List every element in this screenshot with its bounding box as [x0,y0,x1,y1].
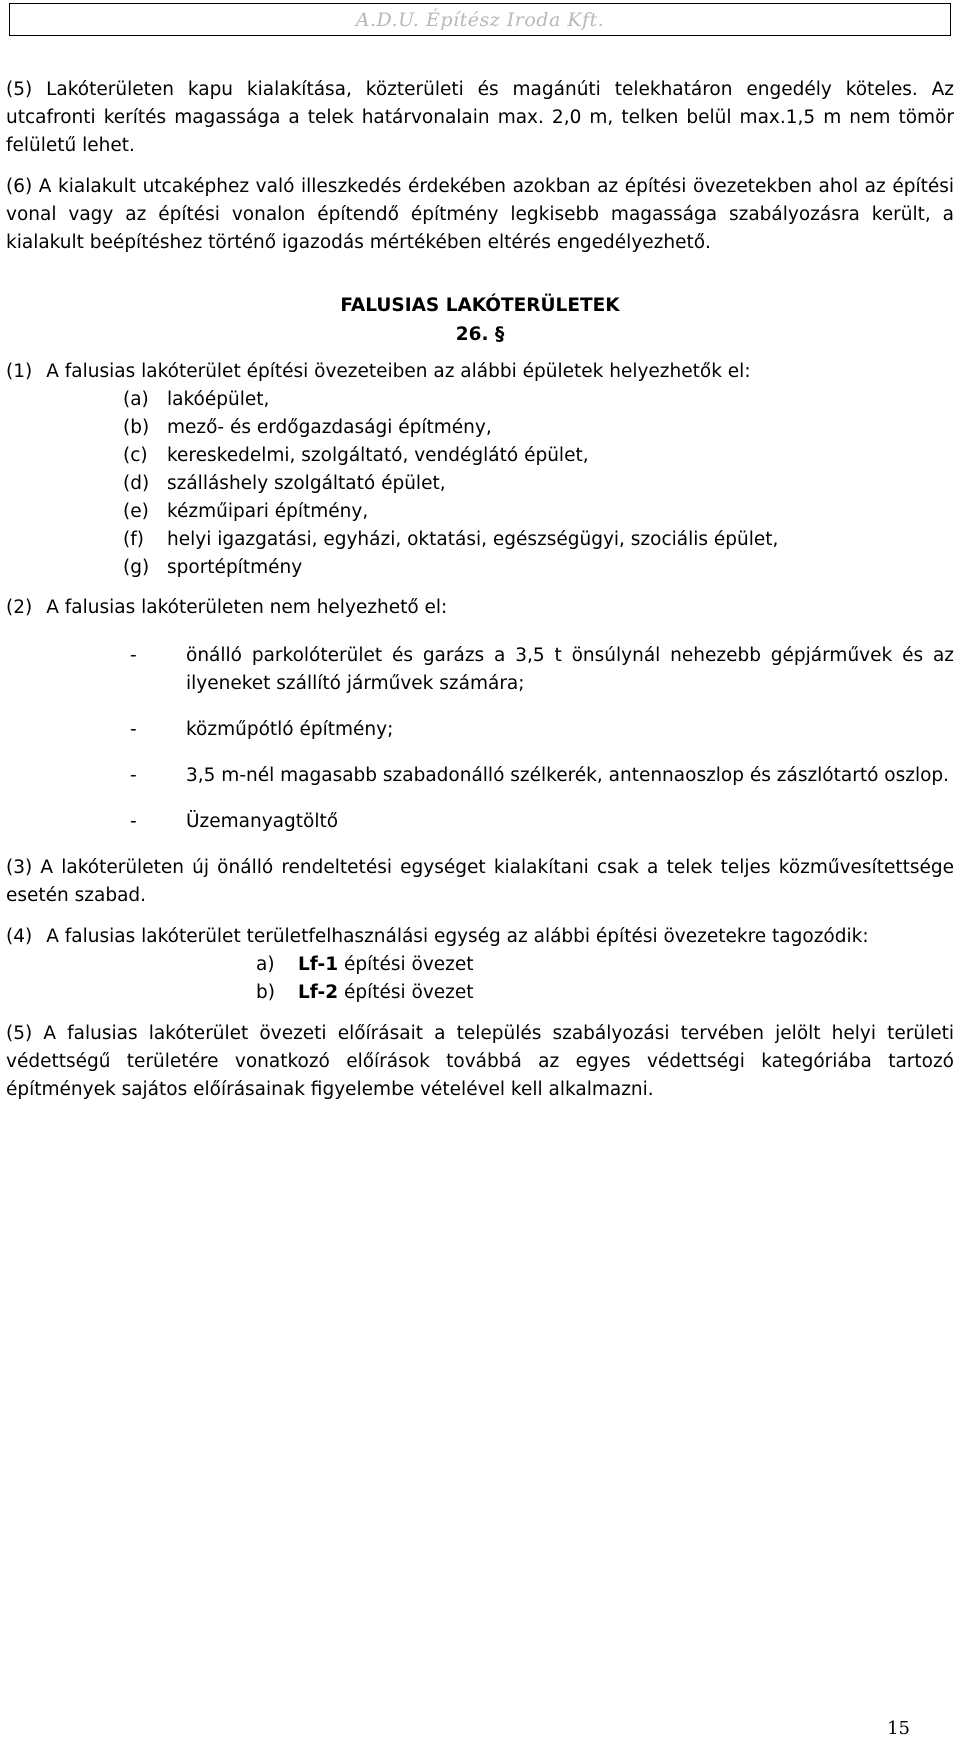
list-item: b) Lf-2 építési övezet [256,979,954,1007]
list-item: - önálló parkolóterület és garázs a 3,5 t önsúlynál nehezebb gépjárművek és az ilyeneket szállító járművek számára; [130,645,954,694]
list-item: a) Lf-1 építési övezet [256,951,954,979]
building-type-list [123,386,954,582]
zone-code: Lf-2 [298,982,339,1003]
paragraph-4-text: A falusias lakóterület területfelhasználási egység az alábbi építési övezetekre tagozódik: [46,926,869,947]
zone-code: Lf-1 [298,954,339,975]
paragraph-2-number: (2) [6,597,33,618]
paragraph-5-protection: (5) A falusias lakóterület övezeti előírásait a település szabályozási tervében jelölt helyi területi védettségű területére vonatkozó előírások továbbá az egyes védettségi kategóriába tartozó építmények sajátos előírásainak figyelembe vételével kell alkalmazni. [6,1023,954,1100]
paragraph-4-number: (4) [6,926,33,947]
list-item: (g) sportépítmény [123,557,303,578]
list-item: (f) helyi igazgatási, egyházi, oktatási, egészségügyi, szociális épület, [123,529,779,550]
list-item: - 3,5 m-nél magasabb szabadonálló szélkerék, antennaoszlop és zászlótartó oszlop. [130,765,950,786]
paragraph-1-number: (1) [6,361,33,382]
list-item: - közműpótló építmény; [130,719,394,740]
document-body [6,76,954,1104]
prohibited-list [6,642,954,836]
page-header [9,3,951,36]
paragraph-2-text: A falusias lakóterületen nem helyezhető el: [46,597,448,618]
paragraph-3: (3) A lakóterületen új önálló rendeltetési egységet kialakítani csak a telek teljes közművesítettsége esetén szabad. [6,857,954,906]
paragraph-2-intro [6,594,954,622]
section-title-block [6,291,954,349]
list-item: (e) kézműipari építmény, [123,501,369,522]
section-title: FALUSIAS LAKÓTERÜLETEK [340,295,620,316]
paragraph-6-streetscape: (6) A kialakult utcaképhez való illeszkedés érdekében azokban az építési övezetekben ahol az építési vonal vagy az építési vonalon építendő építmény legkisebb magassága szabályozásra került, a kialakult beépítéshez történő igazodás mértékében eltérés engedélyezhető. [6,176,954,253]
paragraph-4-intro [6,923,954,951]
zone-list [256,951,954,1007]
page-number: 15 [887,1718,910,1739]
paragraph-1-intro [6,358,954,386]
section-number: 26. § [455,324,505,345]
list-item: (d) szálláshely szolgáltató épület, [123,473,446,494]
list-item: - Üzemanyagtöltő [130,811,339,832]
list-item: (a) lakóépület, [123,389,270,410]
paragraph-1-text: A falusias lakóterület építési övezeteiben az alábbi épületek helyezhetők el: [46,361,751,382]
list-item: (c) kereskedelmi, szolgáltató, vendéglátó épület, [123,445,589,466]
paragraph-5-fence: (5) Lakóterületen kapu kialakítása, közterületi és magánúti telekhatáron engedély köteles. Az utcafronti kerítés magassága a telek határvonalain max. 2,0 m, telken belül max.1,5 m nem tömör felületű lehet. [6,79,954,156]
company-name: A.D.U. Építész Iroda Kft. [355,9,605,31]
list-item: (b) mező- és erdőgazdasági építmény, [123,417,492,438]
